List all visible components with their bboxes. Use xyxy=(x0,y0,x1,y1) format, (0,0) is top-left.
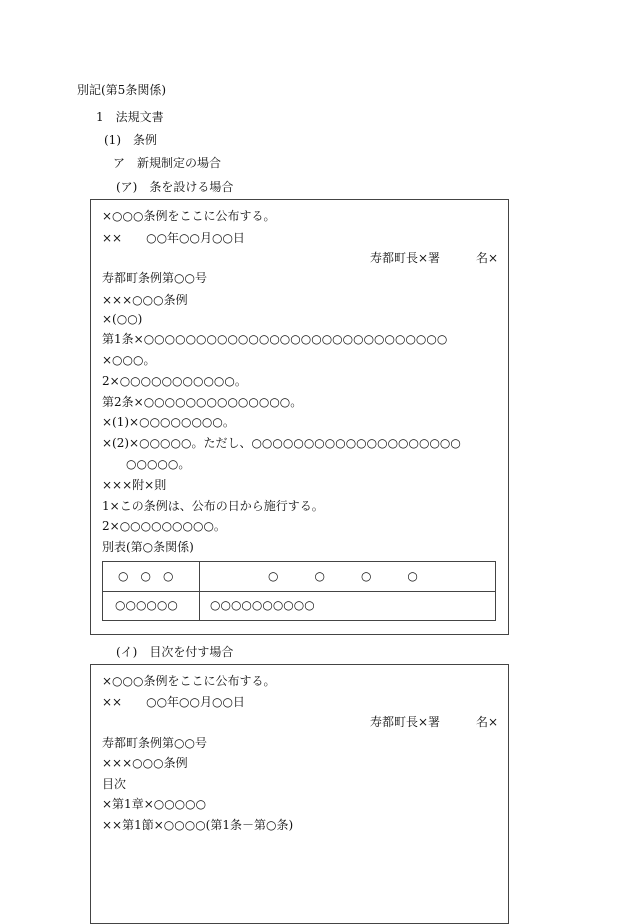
proclamation-line-2: ×○○○条例をここに公布する。 xyxy=(102,674,276,688)
mayor-signature-line-2: 寿都町長×署 名× xyxy=(370,715,499,729)
subitem-heading: (ア) 条を設ける場合 xyxy=(116,180,234,194)
article-2: 第2条×○○○○○○○○○○○○○○。 xyxy=(102,395,303,409)
item-1: ×(1)×○○○○○○○○。 xyxy=(102,415,235,429)
ordinance-title-2: ×××○○○条例 xyxy=(102,756,188,770)
appended-table-title: 別表(第○条関係) xyxy=(102,540,194,554)
table-of-contents-label: 目次 xyxy=(102,777,127,791)
toc-chapter-1: ×第1章×○○○○○ xyxy=(102,797,207,811)
ordinance-number-2: 寿都町条例第○○号 xyxy=(102,736,207,750)
section-heading: 1 法規文書 xyxy=(96,110,164,124)
item-2: ×(2)×○○○○○。ただし、○○○○○○○○○○○○○○○○○○○○ xyxy=(102,436,461,450)
mayor-signature-line: 寿都町長×署 名× xyxy=(370,251,499,265)
table-row-divider xyxy=(103,591,495,592)
subsection-heading: (1) 条例 xyxy=(104,133,157,147)
table-cell-1: ○○○○○○ xyxy=(115,598,178,612)
item-heading: ア 新規制定の場合 xyxy=(113,156,222,170)
document-heading: 別記(第5条関係) xyxy=(77,83,166,97)
article-caption: ×(○○) xyxy=(102,312,143,326)
date-line-2: ×× ○○年○○月○○日 xyxy=(102,695,245,709)
supplementary-item-2: 2×○○○○○○○○○。 xyxy=(102,519,226,533)
table-cell-2: ○○○○○○○○○○ xyxy=(210,598,315,612)
toc-section-1: ××第1節×○○○○(第1条－第○条) xyxy=(102,818,294,832)
item-2-continuation: ○○○○○。 xyxy=(126,457,191,471)
supplementary-item-1: 1×この条例は、公布の日から施行する。 xyxy=(102,499,324,513)
paragraph-2: 2×○○○○○○○○○○○。 xyxy=(102,374,247,388)
subitem-heading-2: (イ) 目次を付す場合 xyxy=(116,645,234,659)
article-1-continuation: ×○○○。 xyxy=(102,353,156,367)
proclamation-line: ×○○○条例をここに公布する。 xyxy=(102,209,276,223)
table-header-cell-2: ○ ○ ○ ○ xyxy=(268,569,418,583)
ordinance-title: ×××○○○条例 xyxy=(102,293,188,307)
article-1: 第1条×○○○○○○○○○○○○○○○○○○○○○○○○○○○○○ xyxy=(102,332,448,346)
ordinance-number: 寿都町条例第○○号 xyxy=(102,271,207,285)
table-column-divider xyxy=(199,562,200,620)
date-line: ×× ○○年○○月○○日 xyxy=(102,231,245,245)
supplementary-provisions: ×××附×則 xyxy=(102,478,167,492)
table-header-cell-1: ○ ○ ○ xyxy=(118,569,174,583)
